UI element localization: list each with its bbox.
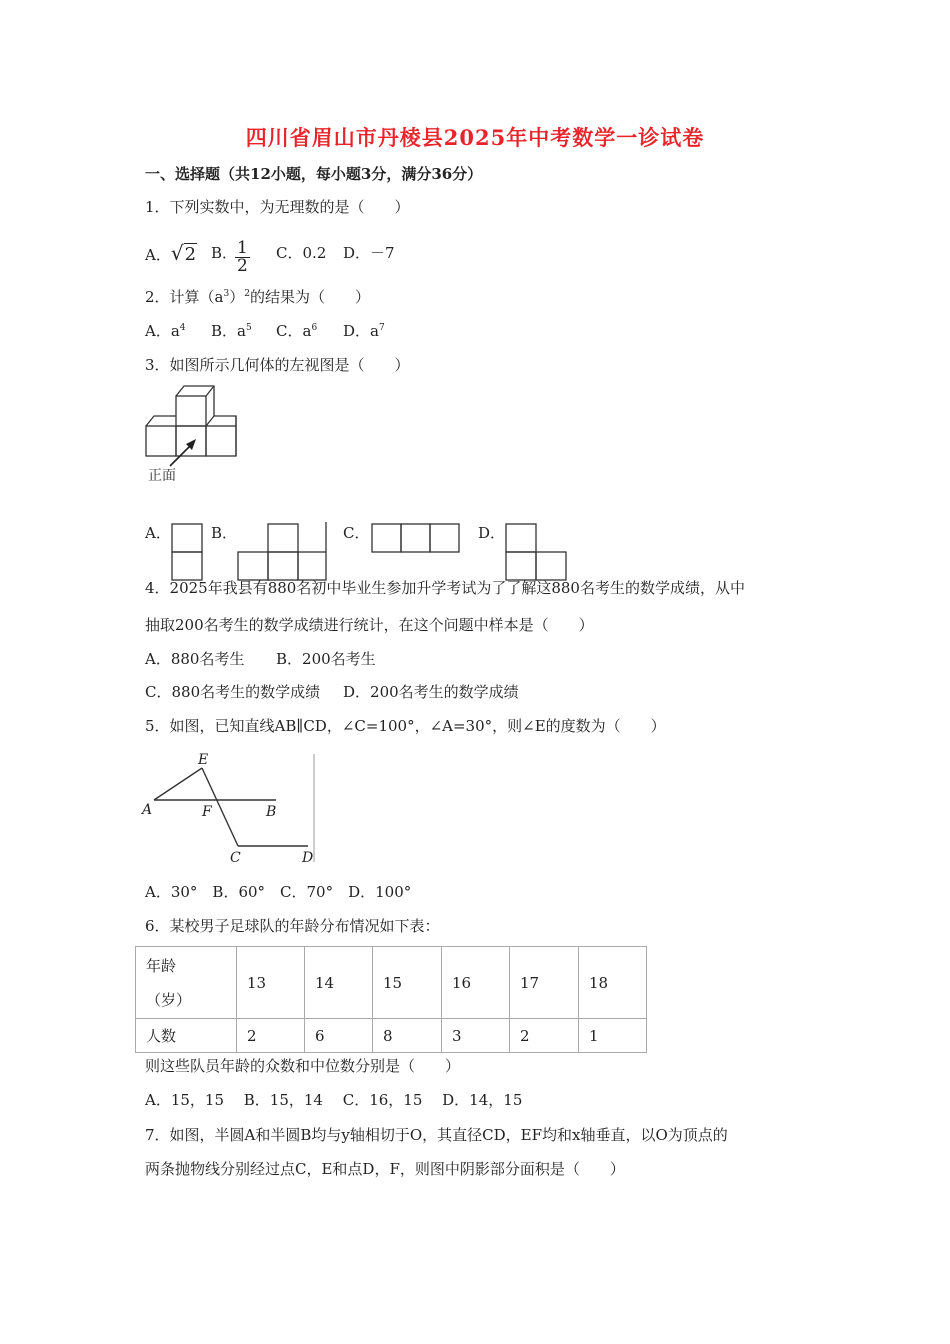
question-3-option-a-label: A．: [145, 524, 171, 542]
question-1-option-b-fraction: [235, 240, 250, 275]
point-f-label: F: [202, 804, 212, 820]
table-cell: 3: [442, 1019, 510, 1053]
exponent: 6: [311, 323, 318, 333]
header-line: （岁）: [146, 990, 192, 1009]
point-d-label: D: [302, 850, 314, 866]
question-3-option-b-label: B．: [211, 524, 238, 542]
question-6-stem: 6．某校男子足球队的年龄分布情况如下表：: [145, 917, 440, 935]
question-4-line-1: 4．2025年我县有880名初中毕业生参加升学考试为了了解这880名考生的数学成绩，从中: [145, 579, 745, 597]
base: a: [237, 322, 246, 340]
question-2-stem: [145, 286, 370, 308]
question-3-option-d-figure: [504, 520, 568, 584]
question-1-option-b-label: B．: [211, 244, 238, 262]
question-5-options: A．30° B．60° C．70° D．100°: [145, 883, 412, 901]
question-3-stem: 3．如图所示几何体的左视图是（ ）: [145, 356, 410, 374]
table-cell: 13: [237, 947, 305, 1019]
radicand: 2: [184, 244, 197, 265]
question-6-options: A．15，15 B．15，14 C．16，15 D．14，15: [145, 1091, 523, 1109]
base: a: [302, 322, 312, 340]
question-1-option-c: C．0.2: [276, 244, 327, 262]
stem-part: ）: [229, 288, 245, 306]
table-row: [136, 947, 647, 1019]
question-3-option-a-figure: [170, 522, 204, 584]
question-4-option-c: C．880名考生的数学成绩: [145, 683, 321, 701]
table-cell: 15: [373, 947, 442, 1019]
question-4-line-2: 抽取200名考生的数学成绩进行统计，在这个问题中样本是（ ）: [145, 616, 594, 634]
sqrt-radical-icon: √: [170, 241, 184, 265]
fraction-numerator: 1: [237, 238, 248, 258]
point-b-label: B: [266, 804, 277, 820]
table-row: [136, 1019, 647, 1053]
option-label: A．: [145, 322, 171, 340]
table-cell: 6: [305, 1019, 373, 1053]
exponent: 5: [245, 323, 252, 333]
option-label: D．: [343, 322, 371, 340]
header-line: 年龄: [146, 956, 177, 975]
question-2-option-b: [211, 320, 252, 342]
figure-lines: [154, 754, 314, 862]
table-header-cell: 人数: [136, 1019, 237, 1053]
point-c-label: C: [230, 850, 241, 866]
exponent: 3: [223, 289, 230, 299]
front-label: 正面: [148, 468, 176, 484]
question-1-stem: 1．下列实数中，为无理数的是（ ）: [145, 198, 410, 216]
exponent: 7: [378, 323, 385, 333]
section-heading-choice: 一、选择题（共12小题，每小题3分，满分36分）: [145, 165, 483, 183]
table-cell: 1: [579, 1019, 647, 1053]
table-cell: 16: [442, 947, 510, 1019]
point-a-label: A: [142, 802, 153, 818]
cube-solid-figure: [140, 384, 245, 489]
question-1-option-d: D．－7: [343, 244, 395, 262]
fraction-denominator: 2: [237, 256, 248, 276]
question-7-line-1: 7．如图，半圆A和半圆B均与y轴相切于O，其直径CD，EF均和x轴垂直，以O为顶点的: [145, 1126, 728, 1144]
table-cell: 2: [510, 1019, 579, 1053]
question-3-option-c-label: C．: [343, 524, 370, 542]
table-cell: 17: [510, 947, 579, 1019]
question-4-option-a: A．880名考生: [145, 650, 245, 668]
exam-title: 四川省眉山市丹棱县2025年中考数学一诊试卷: [245, 125, 705, 150]
base: a: [170, 322, 180, 340]
table-header-cell: [136, 947, 237, 1019]
table-cell: 18: [579, 947, 647, 1019]
option-label: C．: [276, 322, 303, 340]
question-2-option-c: [276, 320, 317, 342]
stem-part: 2．计算（a: [145, 288, 224, 306]
question-3-option-b-figure: [236, 520, 330, 582]
exponent: 4: [179, 323, 186, 333]
question-1-option-a: [145, 242, 197, 266]
point-e-label: E: [198, 752, 209, 768]
question-3-option-d-label: D．: [478, 524, 506, 542]
question-3-option-c-figure: [370, 520, 462, 556]
stem-part: 的结果为（ ）: [249, 288, 370, 306]
base: a: [370, 322, 379, 340]
table-cell: 14: [305, 947, 373, 1019]
table-cell: 8: [373, 1019, 442, 1053]
question-2-option-a: [145, 320, 186, 342]
question-4-option-b: B．200名考生: [276, 650, 376, 668]
question-4-option-d: D．200名考生的数学成绩: [343, 683, 519, 701]
table-cell: 2: [237, 1019, 305, 1053]
question-2-option-d: [343, 320, 385, 342]
option-label: A．: [145, 246, 171, 264]
age-distribution-table: [135, 946, 647, 1053]
parallel-lines-figure: [140, 750, 325, 868]
question-6-question: 则这些队员年龄的众数和中位数分别是（ ）: [145, 1057, 461, 1075]
exponent: 2: [244, 289, 250, 299]
option-label: B．: [211, 322, 238, 340]
question-7-line-2: 两条抛物线分别经过点C，E和点D，F，则图中阴影部分面积是（ ）: [145, 1160, 625, 1178]
question-5-stem: 5．如图，已知直线AB∥CD，∠C=100°，∠A=30°，则∠E的度数为（ ）: [145, 717, 666, 735]
